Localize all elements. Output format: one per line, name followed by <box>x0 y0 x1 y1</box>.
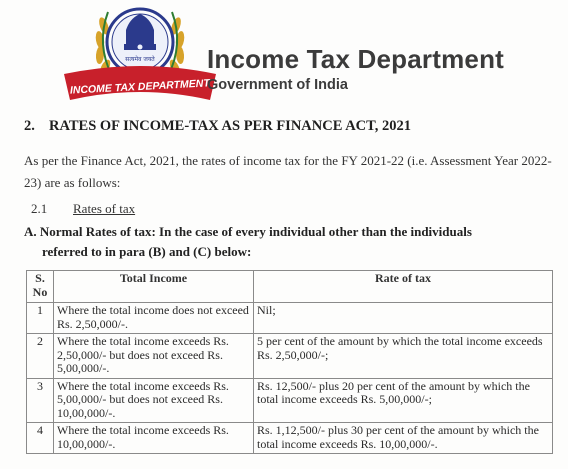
table-row <box>27 334 553 379</box>
header-rate-of-tax: Rate of tax <box>254 271 553 303</box>
page-header <box>0 0 568 112</box>
header-sno: S. No <box>27 271 54 303</box>
section-heading <box>24 118 411 135</box>
subsection-heading <box>31 201 135 217</box>
row-income: Where the total income exceeds Rs. 10,00,000/-. <box>54 423 254 454</box>
row-income: Where the total income does not exceed Rs. 2,50,000/-. <box>54 303 254 334</box>
government-subtitle: Government of India <box>207 77 348 93</box>
department-title: Income Tax Department <box>207 44 505 74</box>
normal-rates-line-1: A. Normal Rates of tax: In the case of every individual other than the individuals <box>24 224 472 239</box>
normal-rates-line-2: referred to in para (B) and (C) below: <box>42 244 252 259</box>
row-sno: 3 <box>27 378 54 423</box>
subsection-title: Rates of tax <box>73 201 136 216</box>
table-header-row <box>27 271 553 303</box>
table-row <box>27 423 553 454</box>
intro-paragraph: As per the Finance Act, 2021, the rates of income tax for the FY 2021-22 (i.e. Assessment Year 2022-23) are as follows: <box>24 153 552 190</box>
row-income: Where the total income exceeds Rs. 2,50,000/- but does not exceed Rs. 5,00,000/-. <box>54 334 254 379</box>
emblem-icon <box>60 0 220 112</box>
tax-rates-table <box>26 270 553 454</box>
logo-banner-text: INCOME TAX DEPARTMENT <box>69 77 211 97</box>
department-logo <box>60 0 220 112</box>
row-rate: Nil; <box>254 303 553 334</box>
row-sno: 2 <box>27 334 54 379</box>
header-total-income: Total Income <box>54 271 254 303</box>
row-rate: Rs. 1,12,500/- plus 30 per cent of the amount by which the total income exceeds Rs. 10,00,000/-. <box>254 423 553 454</box>
section-title-text: RATES OF INCOME-TAX AS PER FINANCE ACT, 2021 <box>49 118 411 134</box>
emblem-motto: सत्यमेव जयते <box>125 56 155 63</box>
row-rate: 5 per cent of the amount by which the total income exceeds Rs. 2,50,000/-; <box>254 334 553 379</box>
row-sno: 4 <box>27 423 54 454</box>
row-sno: 1 <box>27 303 54 334</box>
normal-rates-heading <box>24 222 558 262</box>
section-number: 2. <box>24 118 35 134</box>
table-row <box>27 378 553 423</box>
row-rate: Rs. 12,500/- plus 20 per cent of the amount by which the total income exceeds Rs. 5,00,000/-; <box>254 378 553 423</box>
subsection-number: 2.1 <box>31 201 48 216</box>
table-row <box>27 303 553 334</box>
row-income: Where the total income exceeds Rs. 5,00,000/- but does not exceed Rs. 10,00,000/-. <box>54 378 254 423</box>
